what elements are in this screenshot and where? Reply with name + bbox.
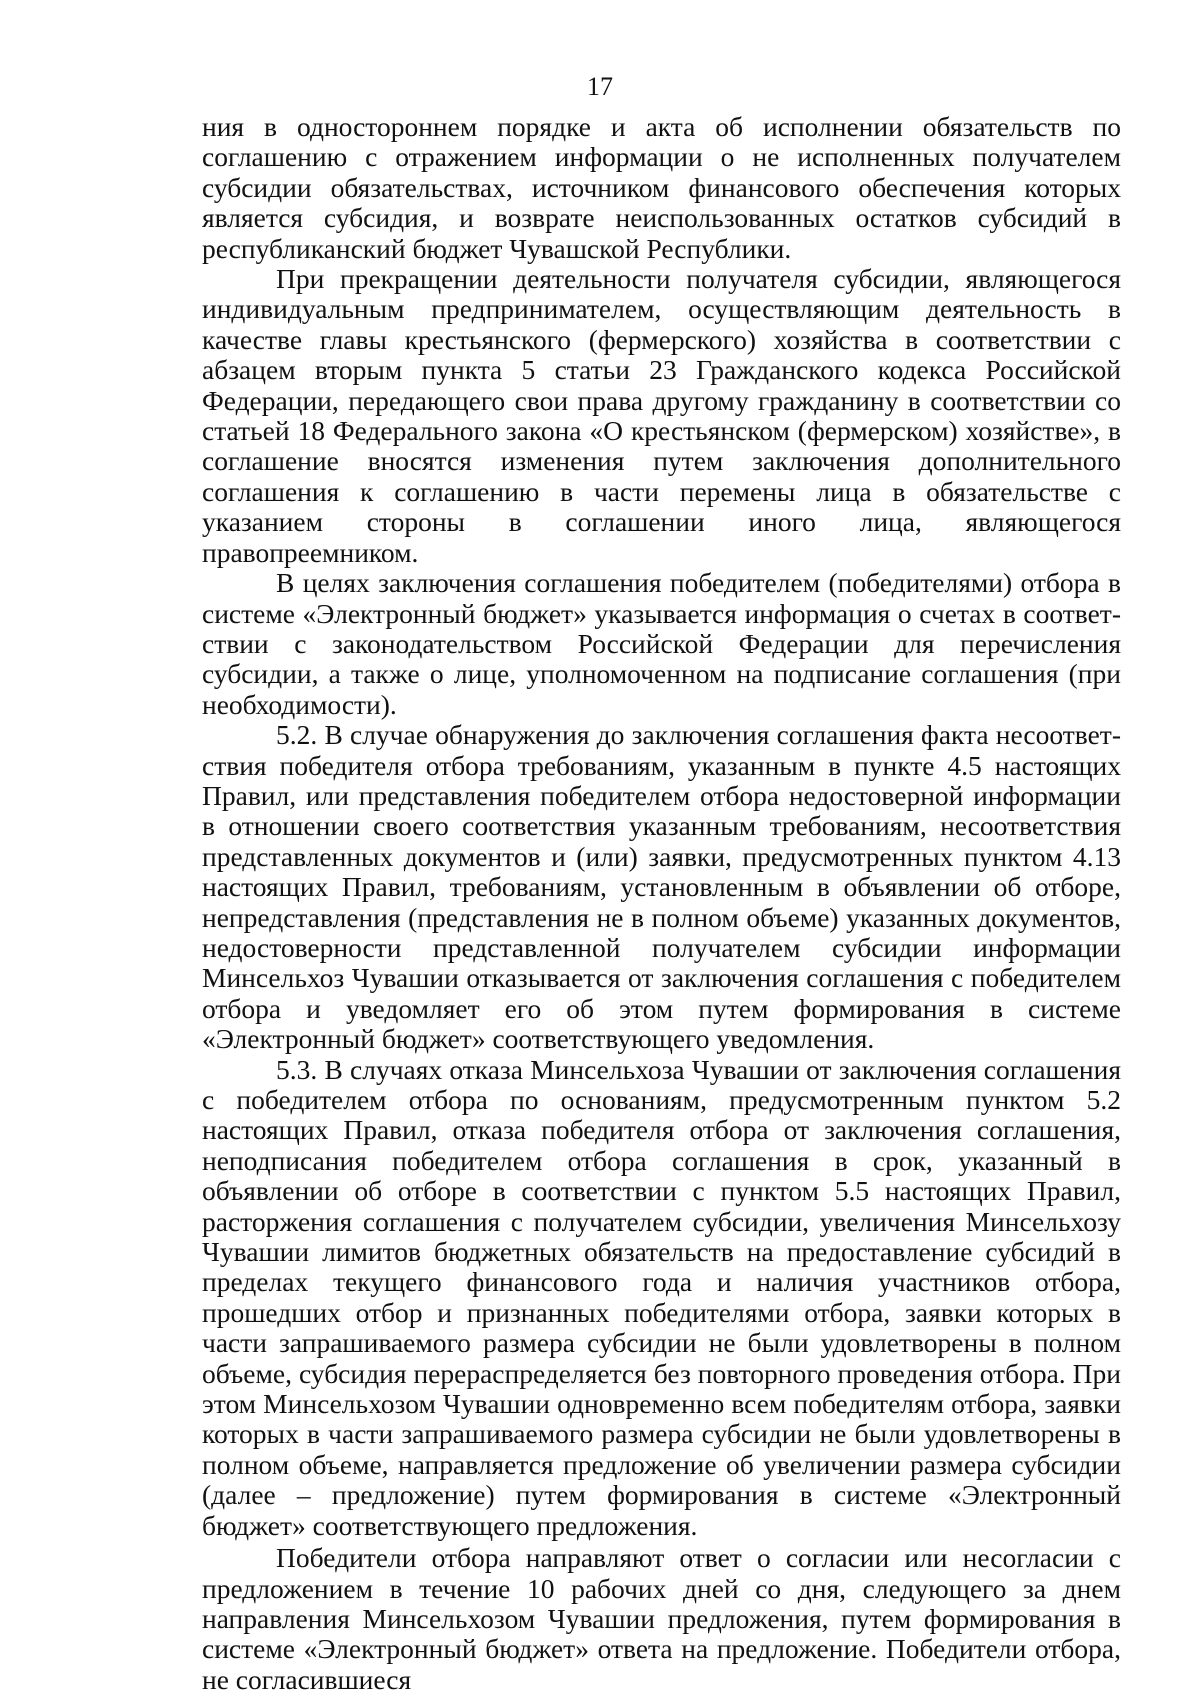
- paragraph-account-information: В целях заключения соглашения победителем (победителями) отбора в системе «Электронный бюджет» указывается информация о счетах в соответствии с законодательством Российской Федерации для перечисления субсидии, а также о лице, уполномоченном на подписание соглашения (при необходимости).: [202, 567, 1121, 720]
- paragraph-5-2: 5.2. В случае обнаружения до заключения соглашения факта несоответствия победителя отбора требованиям, указанным в пункте 4.5 настоящих Правил, или представления победителем отбора недостоверной информации в отношении своего соответствия указанным требованиям, несоответствия представленных документов и (или) заявки, предусмотренных пунктом 4.13 настоящих Правил, требованиям, установленным в объявлении об отборе, непредставления (представления не в полном объеме) указанных документов, недостоверности представленной получателем субсидии информации Минсельхоз Чувашии отказывается от заключения соглашения с победителем отбора и уведомляет его об этом путем формирования в системе «Электронный бюджет» соответствующего уведомления.: [202, 719, 1121, 1055]
- paragraph-continuation: ния в одностороннем порядке и акта об исполнении обязательств по соглашению с отражением информации о не исполненных получателем субсидии обязательствах, источником финансового обеспечения которых является субсидия, и возврате неиспользованных остатков субсидий в республиканский бюджет Чувашской Республики.: [202, 111, 1121, 264]
- page-number: 17: [587, 72, 613, 101]
- paragraph-winners-response: Победители отбора направляют ответ о согласии или несогласии с предложением в течение 10 рабочих дней со дня, следующего за днем направления Минсельхозом Чувашии предложения, путем формирования в системе «Электронный бюджет» ответа на предложение. Победители отбора, не согласившиеся: [202, 1542, 1121, 1695]
- paragraph-termination-of-activity: При прекращении деятельности получателя субсидии, являющегося индивидуальным предпринимателем, осуществляющим деятельность в качестве главы крестьянского (фермерского) хозяйства в соответствии с абзацем вторым пункта 5 статьи 23 Гражданского кодекса Российской Федерации, передающего свои права другому гражданину в соответствии со статьей 18 Федерального закона «О крестьянском (фермерском) хозяйстве», в соглашение вносятся изменения путем заключения дополнительного соглашения к соглашению в части перемены лица в обязательстве с указанием стороны в соглашении иного лица, являющегося правопреемником.: [202, 263, 1121, 568]
- paragraph-5-3: 5.3. В случаях отказа Минсельхоза Чувашии от заключения соглашения с победителем отбора по основаниям, предусмотренным пунктом 5.2 настоящих Правил, отказа победителя отбора от заключения соглашения, неподписания победителем отбора соглашения в срок, указанный в объявлении об отборе в соответствии с пунктом 5.5 настоящих Правил, расторжения соглашения с получателем субсидии, увеличения Минсельхозу Чувашии лимитов бюджетных обязательств на предоставление субсидий в пределах текущего финансового года и наличия участников отбора, прошедших отбор и признанных победителями отбора, заявки которых в части запрашиваемого размера субсидии не были удовлетворены в полном объеме, субсидия перераспределяется без повторного проведения отбора. При этом Минсельхозом Чувашии одновременно всем победителям отбора, заявки которых в части запрашиваемого размера субсидии не были удовлетворены в полном объеме, направляется предложение об увеличении размера субсидии (далее – предложение) путем формирования в системе «Электронный бюджет» соответствующего предложения.: [202, 1053, 1121, 1541]
- document-body: [202, 112, 1121, 1695]
